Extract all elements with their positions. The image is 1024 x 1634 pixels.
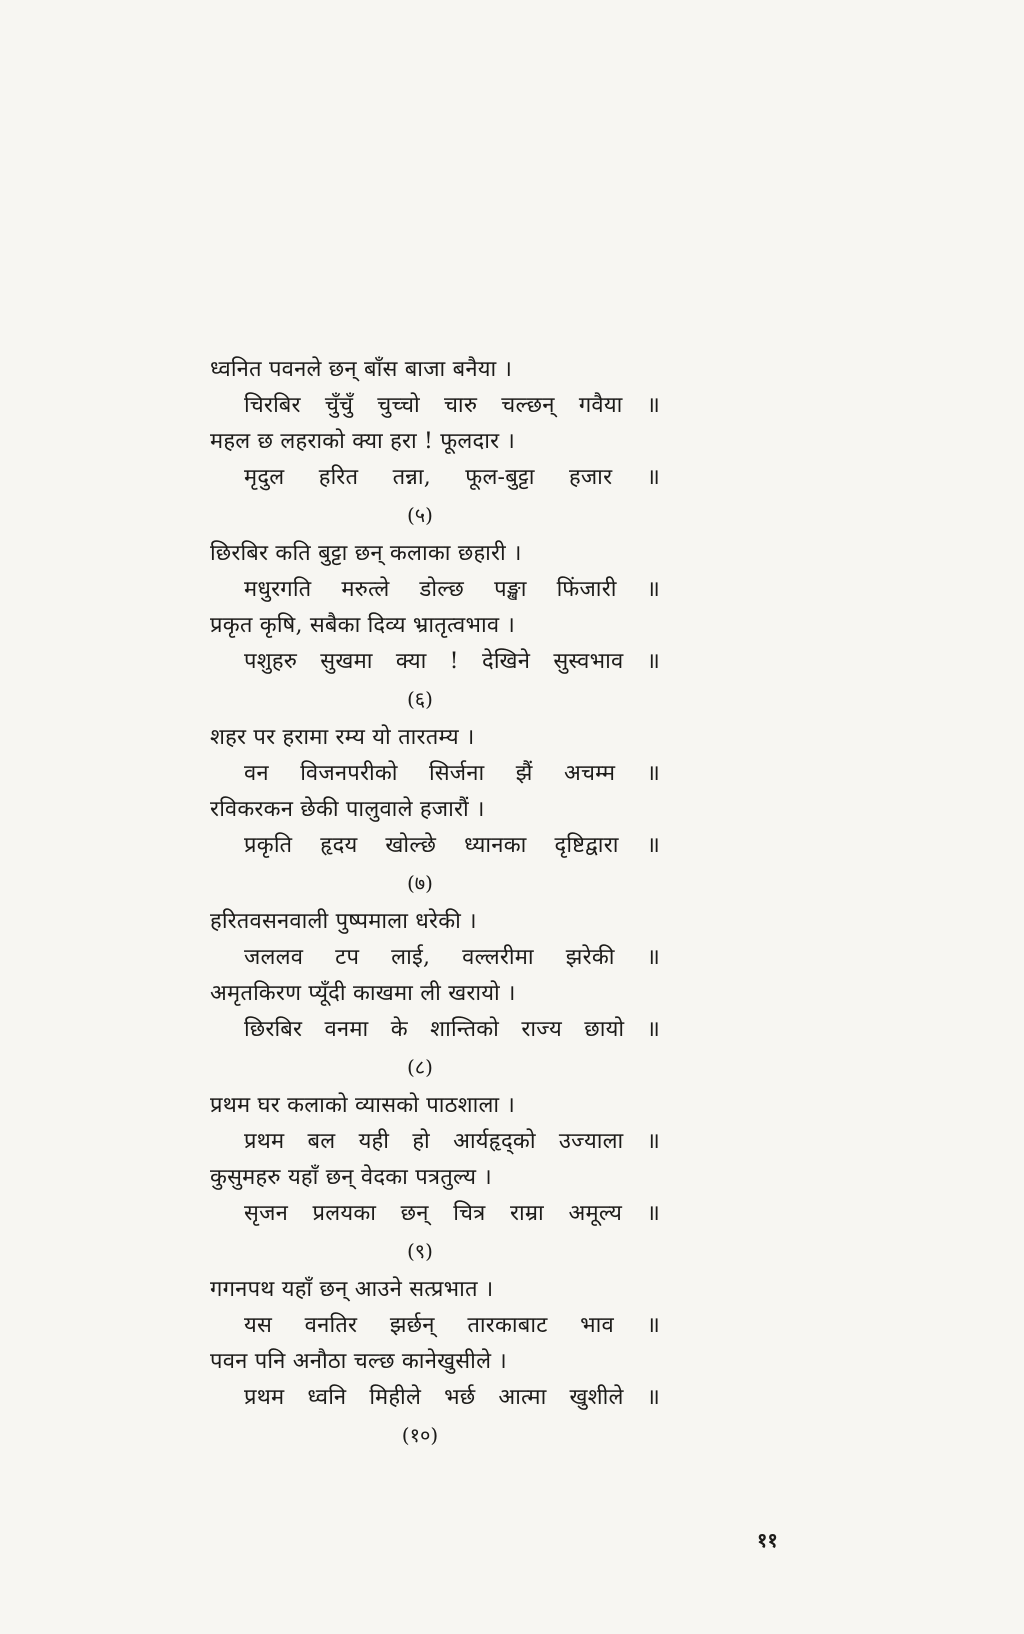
- verse-line: रविकरकन छेकी पालुवाले हजारौं ।: [210, 797, 485, 822]
- poem: [210, 352, 660, 1456]
- verse-line: सृजन प्रलयका छन् चित्र राम्रा अमूल्य ॥: [244, 1201, 660, 1226]
- verse-line: अमृतकिरण प्यूँदी काखमा ली खरायो ।: [210, 981, 516, 1006]
- verse-line: गगनपथ यहाँ छन् आउने सत्प्रभात ।: [210, 1277, 494, 1302]
- stanza: [210, 904, 660, 1084]
- verse-line: कुसुमहरु यहाँ छन् वेदका पत्रतुल्य ।: [210, 1165, 492, 1190]
- stanza: [210, 1272, 660, 1452]
- verse-line: छिरबिर कति बुट्टा छन् कलाका छहारी ।: [210, 541, 522, 566]
- verse-line: प्रकृत कृषि, सबैका दिव्य भ्रातृत्वभाव ।: [210, 613, 516, 638]
- verse-line: ध्वनित पवनले छन् बाँस बाजा बनैया ।: [210, 357, 513, 382]
- verse-line: वन विजनपरीको सिर्जना झैं अचम्म ॥: [244, 761, 660, 786]
- verse-line: प्रकृति हृदय खोल्छे ध्यानका दृष्टिद्वारा ॥: [244, 833, 660, 858]
- verse-line: मृदुल हरित तन्ना, फूल-बुट्टा हजार ॥: [244, 465, 660, 490]
- verse-line: चिरबिर चुँचुँ चुच्चो चारु चल्छन् गवैया ॥: [244, 393, 660, 418]
- verse-line: शहर पर हरामा रम्य यो तारतम्य ।: [210, 725, 475, 750]
- verse-line: पवन पनि अनौठा चल्छ कानेखुसीले ।: [210, 1349, 507, 1374]
- verse-line: प्रथम ध्वनि मिहीले भर्छ आत्मा खुशीले ॥: [244, 1385, 660, 1410]
- stanza: [210, 536, 660, 716]
- stanza-number: (८): [406, 1055, 433, 1079]
- stanza: [210, 352, 660, 532]
- stanza: [210, 720, 660, 900]
- verse-line: हरितवसनवाली पुष्पमाला धरेकी ।: [210, 909, 477, 934]
- verse-line: प्रथम बल यही हो आर्यहृद्को उज्याला ॥: [244, 1129, 660, 1154]
- stanza-number: (६): [406, 687, 433, 711]
- verse-line: महल छ लहराको क्या हरा ! फूलदार ।: [210, 429, 516, 454]
- stanza: [210, 1088, 660, 1268]
- stanza-number: (७): [406, 871, 433, 895]
- verse-line: छिरबिर वनमा के शान्तिको राज्य छायो ॥: [244, 1017, 660, 1042]
- verse-line: मधुरगति मरुत्ले डोल्छ पङ्खा फिंजारी ॥: [244, 577, 660, 602]
- verse-line: प्रथम घर कलाको व्यासको पाठशाला ।: [210, 1093, 516, 1118]
- page-number: ११: [757, 1528, 778, 1552]
- verse-line: जललव टप लाई, वल्लरीमा झरेकी ॥: [244, 945, 660, 970]
- verse-line: यस वनतिर झर्छन् तारकाबाट भाव ॥: [244, 1313, 660, 1338]
- stanza-number: (९): [406, 1239, 433, 1263]
- stanza-number: (१०): [401, 1423, 439, 1447]
- verse-line: पशुहरु सुखमा क्या ! देखिने सुस्वभाव ॥: [244, 649, 660, 674]
- stanza-number: (५): [406, 503, 433, 527]
